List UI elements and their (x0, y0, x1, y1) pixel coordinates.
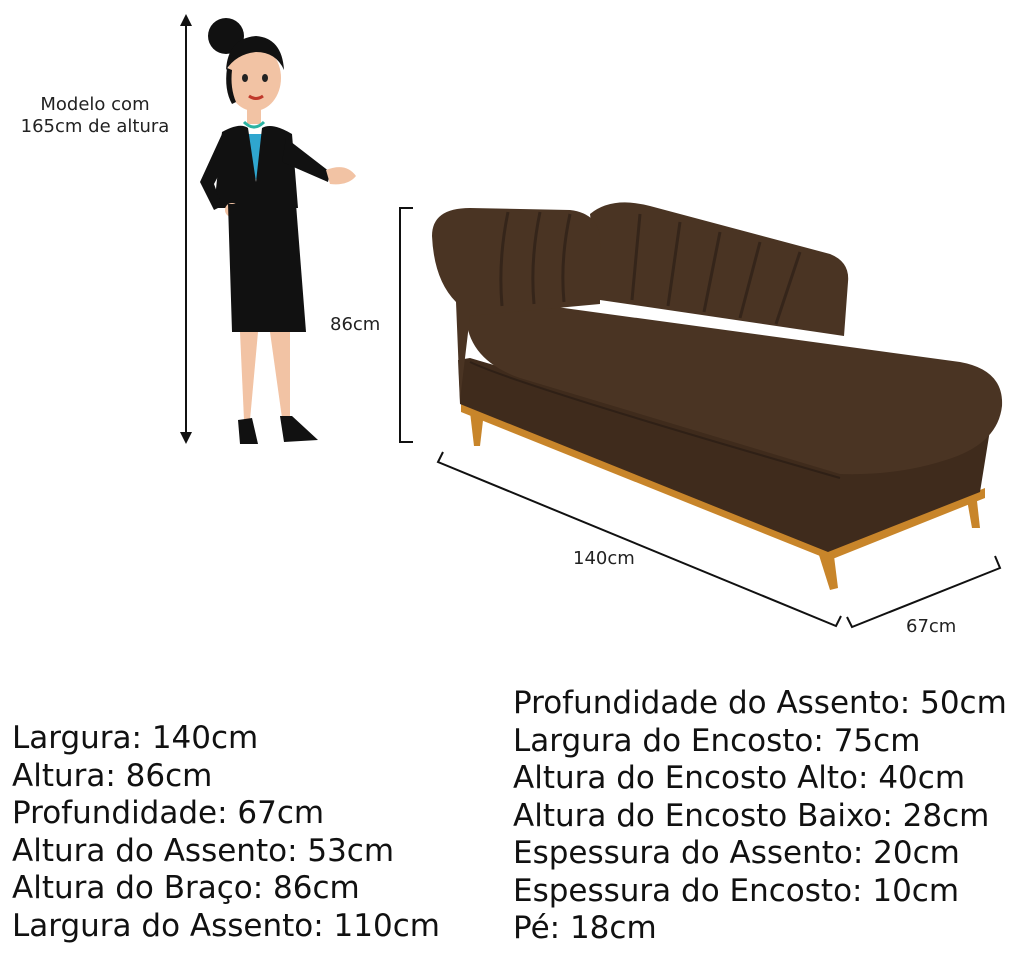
spec-line: Altura do Braço: 86cm (12, 870, 360, 906)
woman-model-figure (200, 18, 356, 444)
spec-line: Espessura do Encosto: 10cm (513, 872, 960, 909)
depth-dimension-label: 67cm (906, 616, 957, 637)
width-dimension-label: 140cm (573, 548, 635, 569)
spec-line: Largura do Assento: 110cm (12, 907, 440, 944)
specs-list-right (513, 685, 1007, 948)
spec-line: Altura do Assento: 53cm (12, 832, 395, 869)
height-dimension-label: 86cm (330, 314, 381, 335)
model-height-arrow (180, 14, 192, 444)
spec-line: Altura do Encosto Alto: 40cm (513, 760, 966, 796)
model-label-line1: Modelo com (40, 94, 150, 115)
spec-line: Pé: 18cm (513, 910, 657, 946)
model-height-label (6, 94, 184, 138)
spec-line: Altura: 86cm (12, 757, 213, 794)
spec-line: Largura: 140cm (12, 720, 259, 756)
model-label-line2: 165cm de altura (20, 116, 170, 137)
spec-line: Espessura do Assento: 20cm (513, 835, 960, 871)
sofa-height-bracket (400, 208, 413, 442)
spec-line: Profundidade: 67cm (12, 795, 325, 831)
spec-line: Altura do Encosto Baixo: 28cm (513, 797, 990, 834)
spec-line: Largura do Encosto: 75cm (513, 722, 921, 759)
specs-list-left (12, 720, 440, 945)
spec-line: Profundidade do Assento: 50cm (513, 685, 1007, 721)
chaise-sofa (432, 202, 1002, 590)
